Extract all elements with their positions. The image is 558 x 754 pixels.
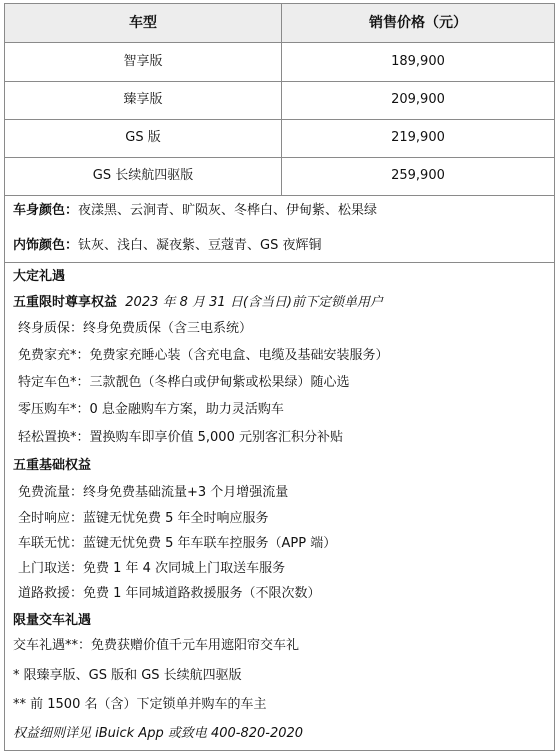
row-model: GS 版	[125, 130, 161, 145]
price-table-sheet	[4, 3, 555, 751]
table-row	[5, 81, 554, 120]
list-item: 特定车色*：三款靓色（冬桦白或伊甸紫或松果绿）随心选	[18, 375, 350, 390]
footnote: * 限臻享版、GS 版和 GS 长续航四驱版	[13, 668, 242, 683]
list-item: 零压购车*：0 息金融购车方案，助力灵活购车	[18, 402, 284, 417]
row-model: GS 长续航四驱版	[92, 168, 194, 183]
table-row	[5, 157, 554, 196]
list-item: 道路救援：免费 1 年同城道路救援服务（不限次数）	[18, 586, 321, 601]
footnote: ** 前 1500 名（含）下定锁单并购车的车主	[13, 697, 267, 712]
section3-title: 限量交车礼遇	[13, 613, 92, 628]
interior-label: 内饰颜色：	[13, 238, 79, 253]
table-header	[5, 4, 554, 43]
exterior-colors	[13, 202, 377, 220]
header-model: 车型	[129, 15, 157, 31]
interior-values: 钛灰、浅白、凝夜紫、豆蔻青、GS 夜辉铜	[78, 238, 322, 253]
list-item: 免费流量：终身免费基础流量+3 个月增强流量	[18, 485, 289, 500]
list-item: 全时响应：蓝键无忧免费 5 年全时响应服务	[18, 511, 269, 526]
disclaimer: 权益细则详见 iBuick App 或致电 400-820-2020	[13, 726, 304, 741]
divider	[5, 262, 554, 263]
list-item: 轻松置换*：置换购车即享价值 5,000 元别客汇积分补贴	[18, 430, 343, 445]
column-divider	[281, 4, 282, 195]
row-model: 智享版	[123, 54, 163, 69]
exterior-values: 夜漾黑、云涧青、旷陨灰、冬桦白、伊甸紫、松果绿	[78, 203, 378, 218]
row-price: 259,900	[391, 168, 445, 183]
list-item: 车联无忧：蓝键无忧免费 5 年车联车控服务（APP 端）	[18, 536, 337, 551]
row-model: 臻享版	[123, 92, 163, 107]
list-item: 交车礼遇**：免费获赠价值千元车用遮阳帘交车礼	[13, 638, 300, 653]
table-row	[5, 119, 554, 158]
list-item: 上门取送：免费 1 年 4 次同城上门取送车服务	[18, 561, 286, 576]
section2-title: 五重基础权益	[13, 458, 92, 473]
header-price: 销售价格（元）	[369, 15, 467, 31]
table-row	[5, 43, 554, 82]
list-item: 免费家充*：免费家充睡心装（含充电盒、电缆及基础安装服务）	[18, 348, 389, 363]
section1-heading	[13, 294, 383, 312]
row-price: 209,900	[391, 92, 445, 107]
list-item: 终身质保：终身免费质保（含三电系统）	[18, 321, 253, 336]
row-price: 189,900	[391, 54, 445, 69]
row-price: 219,900	[391, 130, 445, 145]
section1-title: 五重限时尊享权益	[13, 295, 118, 310]
benefits-title: 大定礼遇	[13, 269, 66, 284]
section1-note: 2023 年 8 月 31 日(含当日)前下定锁单用户	[125, 295, 383, 310]
exterior-label: 车身颜色：	[13, 203, 79, 218]
interior-colors	[13, 237, 321, 255]
